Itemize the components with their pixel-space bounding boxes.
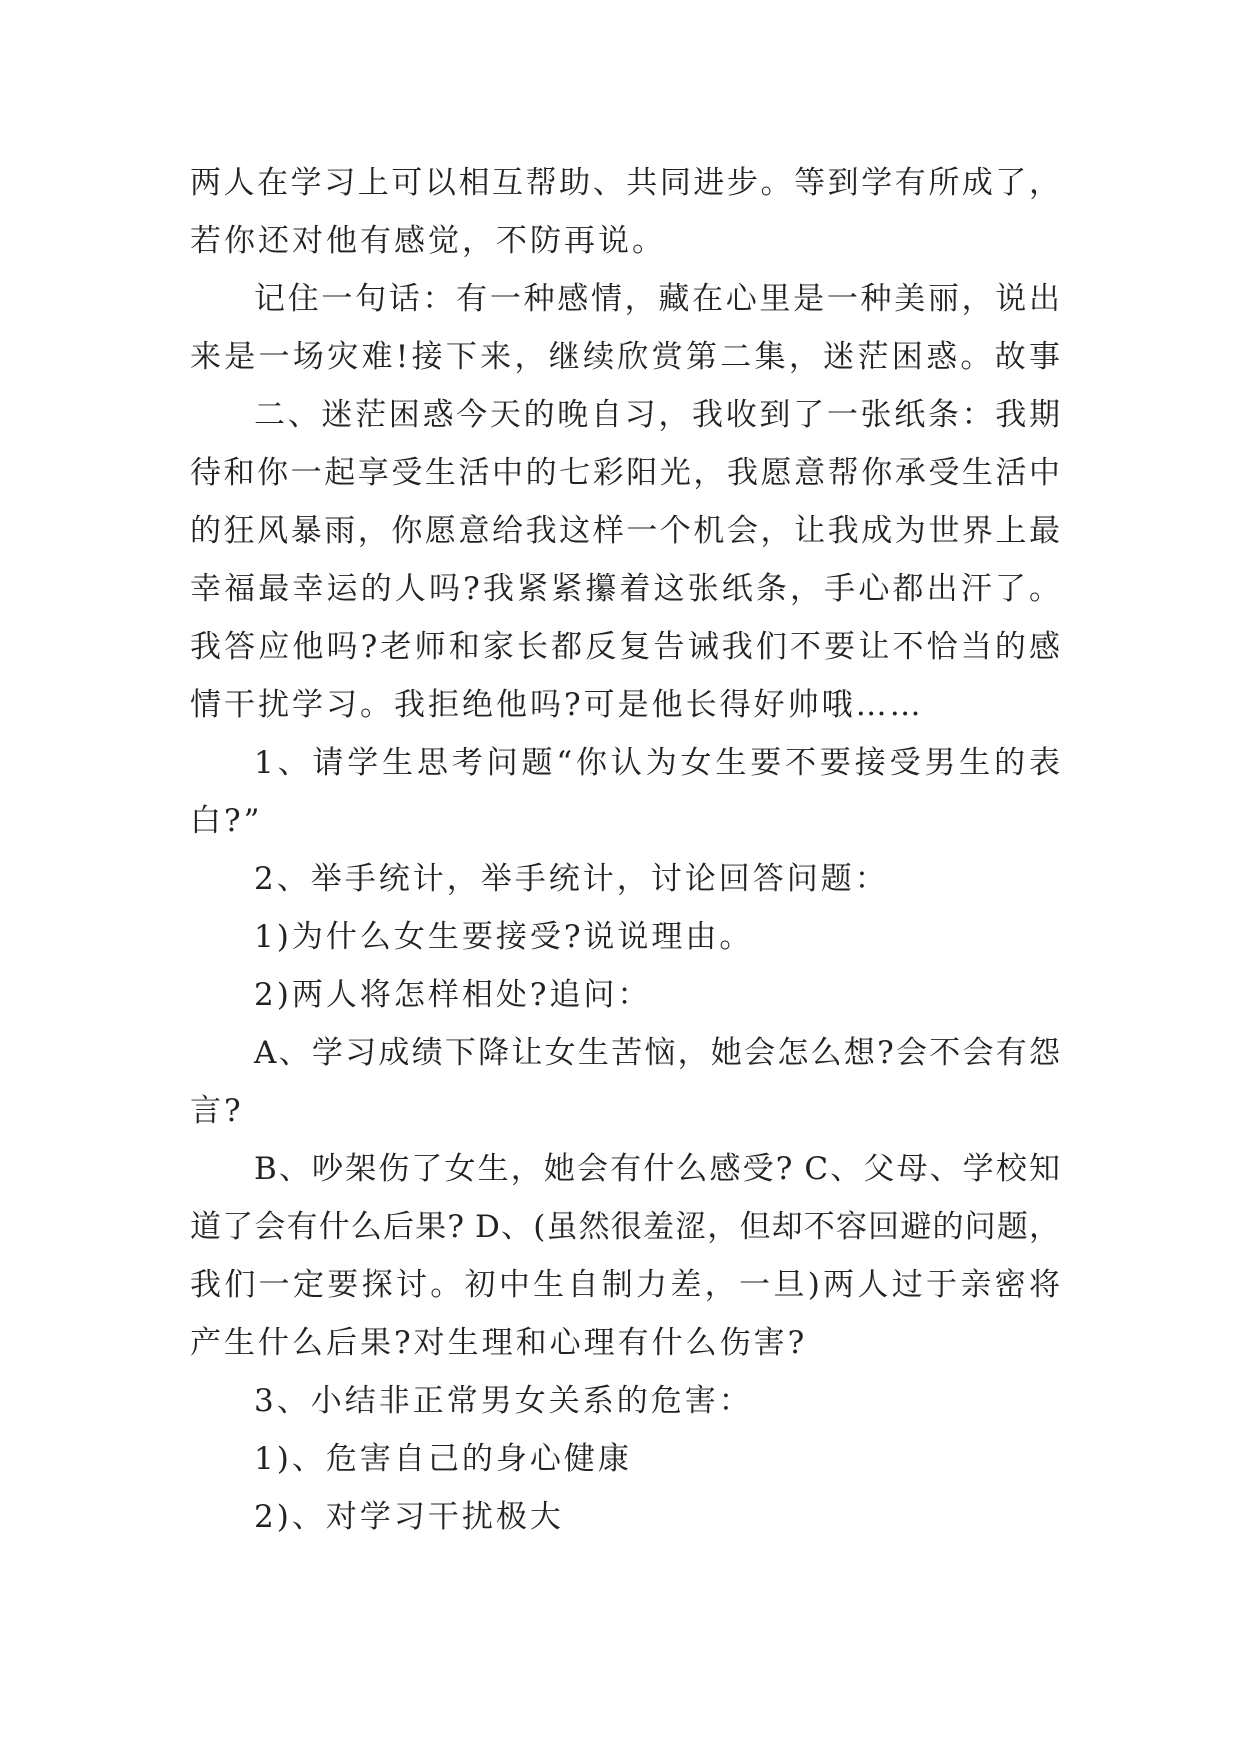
text-line: 白?” bbox=[190, 803, 263, 839]
text-line: 来是一场灾难!接下来，继续欣赏第二集，迷茫困惑。故事 bbox=[190, 339, 1060, 375]
text-line: 产生什么后果?对生理和心理有什么伤害? bbox=[190, 1325, 808, 1361]
text-line: 幸福最幸运的人吗?我紧紧攥着这张纸条，手心都出汗了。 bbox=[190, 571, 1060, 607]
text-line: 我们一定要探讨。初中生自制力差，一旦)两人过于亲密将 bbox=[190, 1267, 1060, 1303]
text-line: 我答应他吗?老师和家长都反复告诫我们不要让不恰当的感 bbox=[190, 629, 1060, 665]
text-line: 若你还对他有感觉，不防再说。 bbox=[190, 223, 666, 259]
text-line: 记住一句话：有一种感情，藏在心里是一种美丽，说出 bbox=[254, 281, 1060, 317]
text-line: 道了会有什么后果? D、(虽然很羞涩，但却不容回避的问题， bbox=[190, 1209, 1060, 1245]
text-line: 两人在学习上可以相互帮助、共同进步。等到学有所成了， bbox=[190, 165, 1060, 201]
text-line: 3、小结非正常男女关系的危害： bbox=[254, 1383, 753, 1419]
document-body bbox=[190, 154, 1060, 1546]
text-line: 2)两人将怎样相处?追问： bbox=[254, 977, 652, 1013]
text-line: 2、举手统计，举手统计，讨论回答问题： bbox=[254, 861, 889, 897]
text-line: B、吵架伤了女生，她会有什么感受? C、父母、学校知 bbox=[254, 1151, 1060, 1187]
text-line: 1)、危害自己的身心健康 bbox=[254, 1441, 632, 1477]
text-line: 1、请学生思考问题“你认为女生要不要接受男生的表 bbox=[254, 745, 1060, 781]
text-line: 的狂风暴雨，你愿意给我这样一个机会，让我成为世界上最 bbox=[190, 513, 1060, 549]
text-line: 言? bbox=[190, 1093, 244, 1129]
text-line: 二、迷茫困惑今天的晚自习，我收到了一张纸条：我期 bbox=[254, 397, 1060, 433]
text-line: A、学习成绩下降让女生苦恼，她会怎么想?会不会有怨 bbox=[254, 1035, 1060, 1071]
text-line: 待和你一起享受生活中的七彩阳光，我愿意帮你承受生活中 bbox=[190, 455, 1060, 491]
text-line: 2)、对学习干扰极大 bbox=[254, 1499, 564, 1535]
text-line: 1)为什么女生要接受?说说理由。 bbox=[254, 919, 754, 955]
text-line: 情干扰学习。我拒绝他吗?可是他长得好帅哦…… bbox=[190, 687, 924, 723]
